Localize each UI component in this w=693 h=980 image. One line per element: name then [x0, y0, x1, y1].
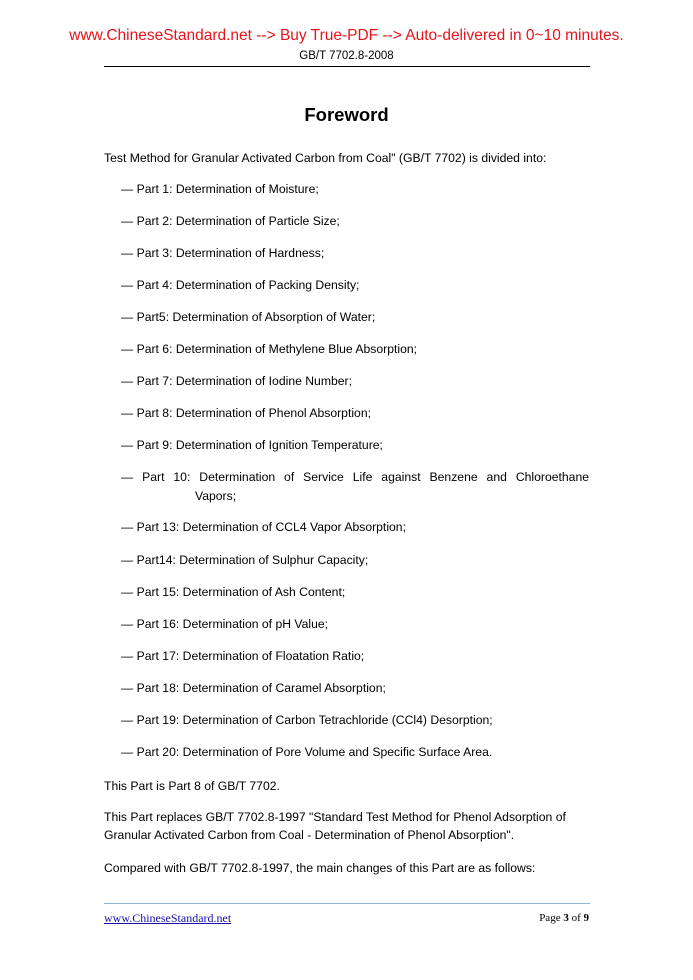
list-item-part-2: — Part 2: Determination of Particle Size; — [121, 214, 340, 228]
list-item-part-7: — Part 7: Determination of Iodine Number; — [121, 374, 352, 388]
standard-code-header: GB/T 7702.8-2008 — [299, 50, 394, 62]
list-item-part-5: — Part5: Determination of Absorption of Water; — [121, 310, 376, 324]
page-of: of — [571, 912, 581, 924]
list-item-part-4: — Part 4: Determination of Packing Density; — [121, 278, 360, 292]
changes-intro-paragraph: Compared with GB/T 7702.8-1997, the main changes of this Part are as follows: — [104, 861, 536, 875]
list-item-part-17: — Part 17: Determination of Floatation Ratio; — [121, 649, 365, 663]
page-title: Foreword — [304, 104, 389, 125]
page-label: Page — [539, 912, 561, 924]
list-item-part-19: — Part 19: Determination of Carbon Tetrachloride (CCl4) Desorption; — [121, 713, 493, 727]
list-item-part-10-continuation: Vapors; — [195, 489, 237, 503]
list-item-part-9: — Part 9: Determination of Ignition Temperature; — [121, 438, 383, 452]
list-item-part-1: — Part 1: Determination of Moisture; — [121, 182, 319, 196]
replaces-paragraph-line-1: This Part replaces GB/T 7702.8-1997 "Standard Test Method for Phenol Adsorption of — [104, 810, 566, 824]
list-item-part-16: — Part 16: Determination of pH Value; — [121, 617, 329, 631]
footer-divider — [104, 903, 590, 904]
list-item-part-18: — Part 18: Determination of Caramel Absorption; — [121, 681, 386, 695]
page-total: 9 — [583, 912, 589, 924]
list-item-part-20: — Part 20: Determination of Pore Volume and Specific Surface Area. — [121, 745, 493, 759]
footer-website-link[interactable]: www.ChineseStandard.net — [104, 911, 232, 925]
list-item-part-13: — Part 13: Determination of CCL4 Vapor Absorption; — [121, 520, 406, 534]
purchase-banner-link[interactable]: www.ChineseStandard.net --> Buy True-PDF --> Auto-delivered in 0~10 minutes. — [69, 27, 624, 44]
page-number — [539, 912, 589, 924]
list-item-part-8: — Part 8: Determination of Phenol Absorption; — [121, 406, 371, 420]
page-current: 3 — [563, 912, 569, 924]
replaces-paragraph-line-2: Granular Activated Carbon from Coal - Determination of Phenol Absorption". — [104, 828, 515, 842]
part-statement-paragraph: This Part is Part 8 of GB/T 7702. — [104, 779, 280, 793]
list-item-part-3: — Part 3: Determination of Hardness; — [121, 246, 325, 260]
list-item-part-10: — Part 10: Determination of Service Life against Benzene and Chloroethane — [121, 470, 589, 484]
list-item-part-14: — Part14: Determination of Sulphur Capacity; — [121, 553, 369, 567]
list-item-part-6: — Part 6: Determination of Methylene Blue Absorption; — [121, 342, 418, 356]
header-divider — [104, 66, 590, 67]
intro-paragraph: Test Method for Granular Activated Carbon from Coal" (GB/T 7702) is divided into: — [104, 151, 547, 165]
list-item-part-15: — Part 15: Determination of Ash Content; — [121, 585, 346, 599]
